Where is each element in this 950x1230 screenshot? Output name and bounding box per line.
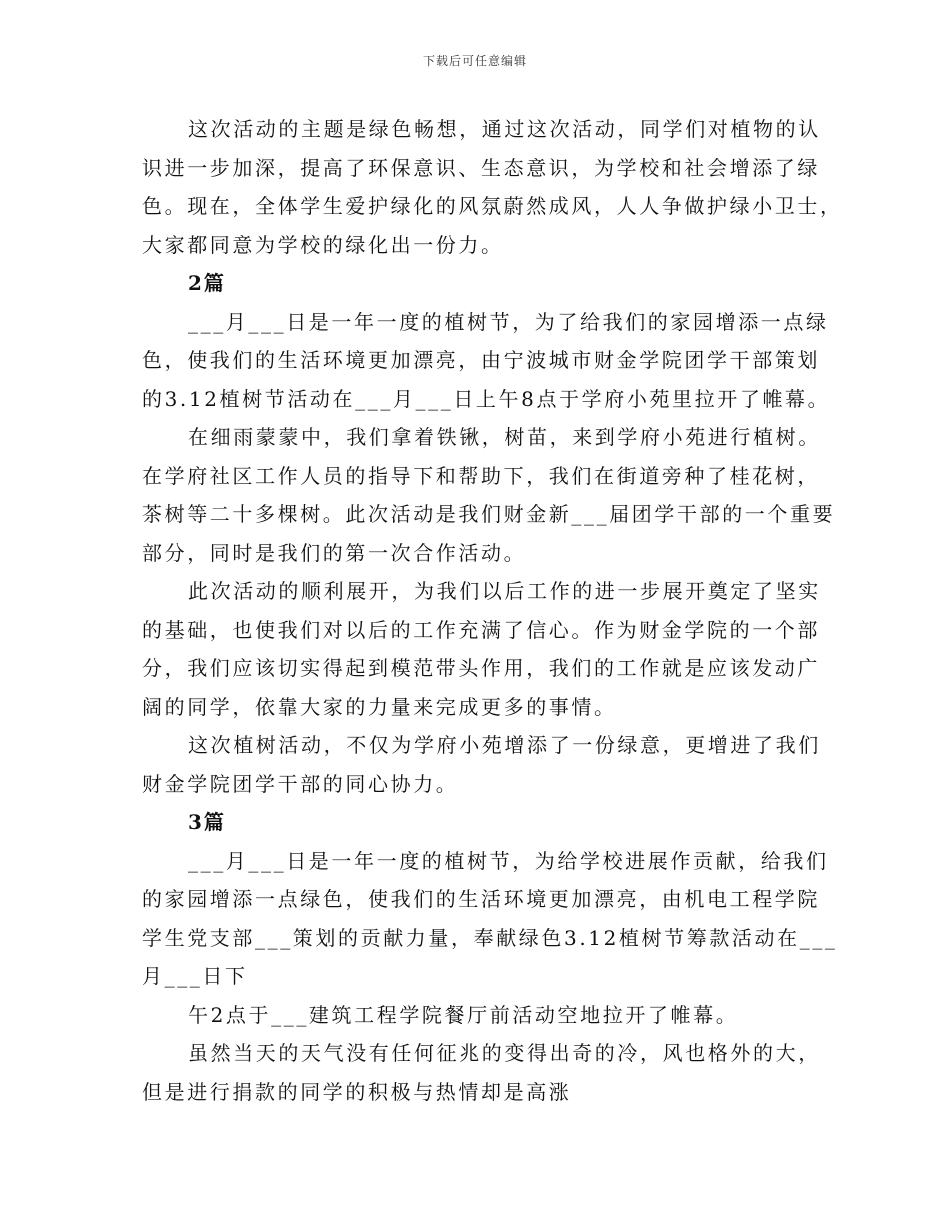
paragraph-line: 学生党支部___策划的贡献力量，奉献绿色3.12植树节筹款活动在___ bbox=[142, 925, 838, 950]
paragraph-line: ___月___日是一年一度的植树节，为给学校进展作贡献，给我们 bbox=[188, 848, 829, 873]
paragraph-line: 在细雨蒙蒙中，我们拿着铁锹，树苗，来到学府小苑进行植树。 bbox=[188, 425, 821, 449]
paragraph-line: 在学府社区工作人员的指导下和帮助下，我们在街道旁种了桂花树， bbox=[142, 463, 820, 488]
paragraph-line: 茶树等二十多棵树。此次活动是我们财金新___届团学干部的一个重要 bbox=[142, 502, 836, 526]
paragraph-line: 财金学院团学干部的同心协力。 bbox=[142, 771, 459, 796]
section-heading: 3篇 bbox=[188, 810, 226, 834]
paragraph-line: ___月___日是一年一度的植树节，为了给我们的家园增添一点绿 bbox=[188, 309, 829, 334]
paragraph-line: 色。现在，全体学生爱护绿化的风氛蔚然成风，人人争做护绿小卫士， bbox=[142, 194, 843, 218]
section-heading: 2篇 bbox=[188, 271, 226, 295]
document-body bbox=[142, 110, 843, 1111]
paragraph-line: 大家都同意为学校的绿化出一份力。 bbox=[142, 232, 504, 257]
paragraph-line: 部分，同时是我们的第一次合作活动。 bbox=[142, 540, 527, 565]
paragraph-line: 这次植树活动，不仅为学府小苑增添了一份绿意，更增进了我们 bbox=[188, 733, 821, 757]
paragraph-line: 此次活动的顺利展开，为我们以后工作的进一步展开奠定了坚实 bbox=[188, 579, 821, 603]
paragraph-line: 分，我们应该切实得起到模范带头作用，我们的工作就是应该发动广 bbox=[142, 656, 820, 680]
paragraph-line: 这次活动的主题是绿色畅想，通过这次活动，同学们对植物的认 bbox=[188, 117, 821, 141]
paragraph-line: 的基础，也使我们对以后的工作充满了信心。作为财金学院的一个部 bbox=[142, 617, 820, 642]
paragraph-line: 虽然当天的天气没有任何征兆的变得出奇的冷，风也格外的大， bbox=[188, 1041, 821, 1065]
paragraph-line: 午2点于___建筑工程学院餐厅前活动空地拉开了帷幕。 bbox=[188, 1002, 739, 1027]
paragraph-line: 色，使我们的生活环境更加漂亮，由宁波城市财金学院团学干部策划 bbox=[142, 348, 820, 372]
paragraph-line: 阔的同学，依靠大家的力量来完成更多的事情。 bbox=[142, 694, 617, 719]
paragraph-line: 识进一步加深，提高了环保意识、生态意识，为学校和社会增添了绿 bbox=[142, 155, 820, 180]
page-header: 下载后可任意编辑 bbox=[422, 54, 527, 68]
paragraph-line: 但是进行捐款的同学的积极与热情却是高涨 bbox=[142, 1079, 572, 1104]
paragraph-line: 月___日下 bbox=[142, 964, 248, 988]
paragraph-line: 的家园增添一点绿色，使我们的生活环境更加漂亮，由机电工程学院 bbox=[142, 887, 820, 911]
paragraph-line: 的3.12植树节活动在___月___日上午8点于学府小苑里拉开了帷幕。 bbox=[142, 386, 831, 411]
